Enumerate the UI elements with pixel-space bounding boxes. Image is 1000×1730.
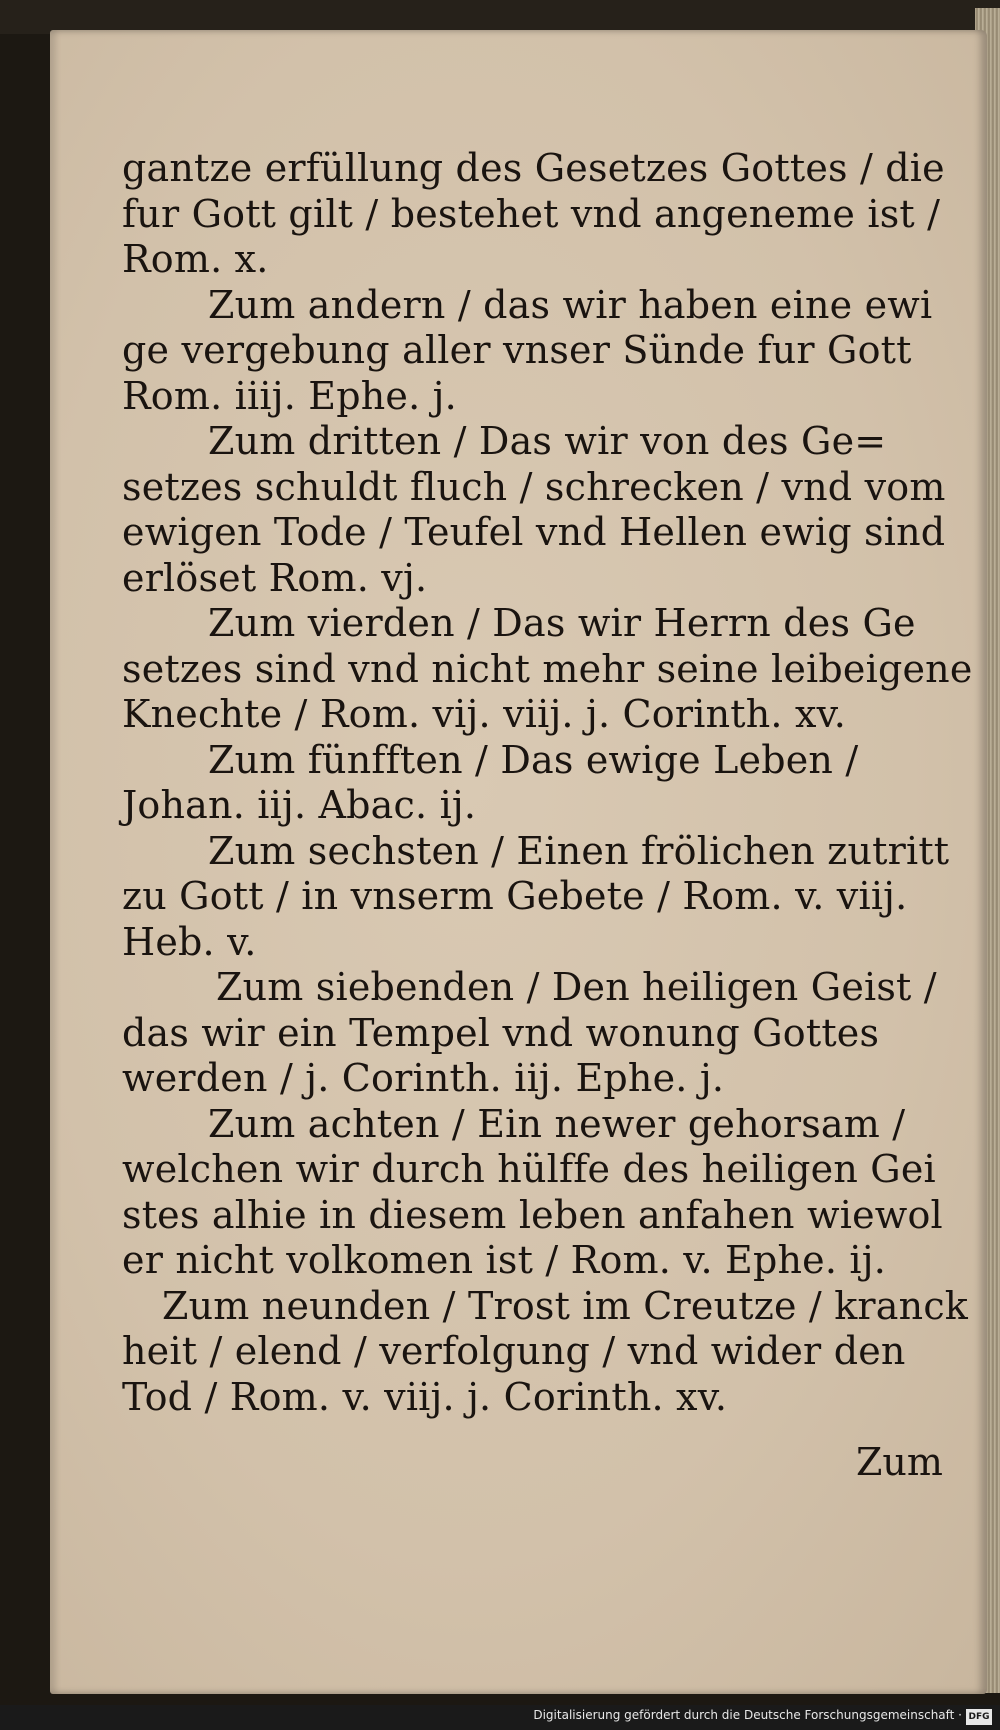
text-line: erlöset Rom. vj. [122,555,428,600]
text-line: heit / elend / verfolgung / vnd wider den [122,1329,906,1373]
catchword: Zum [856,1440,943,1484]
text-line: gantze erfüllung des Gesetzes Gottes / die [122,146,945,190]
digitization-footer [0,1705,1000,1730]
dfg-logo: DFG [966,1709,992,1725]
text-line: Zum siebenden / Den heiligen Geist / [216,965,937,1009]
text-line: Zum fünfften / Das ewige Leben / [208,737,859,782]
text-line: Heb. v. [122,919,257,964]
scan-background-top [0,0,1000,34]
text-line: Zum andern / das wir haben eine ewi [208,282,933,327]
text-line: das wir ein Tempel vnd wonung Gottes [122,1010,880,1055]
text-line: werden / j. Corinth. iij. Ephe. j. [122,1056,725,1100]
text-line: setzes schuldt fluch / schrecken / vnd vom [122,464,946,509]
text-line: Johan. iij. Abac. ij. [122,783,477,827]
text-line: Zum vierden / Das wir Herrn des Ge [208,601,916,645]
text-line: stes alhie in diesem leben anfahen wiewol [122,1192,943,1237]
text-line: ewigen Tode / Teufel vnd Hellen ewig sind [122,510,946,554]
funding-credit: Digitalisierung gefördert durch die Deutsche Forschungsgemeinschaft · [533,1708,962,1722]
text-line: setzes sind vnd nicht mehr seine leibeigene [122,646,973,691]
text-line: Zum achten / Ein newer gehorsam / [208,1101,906,1146]
text-line: Knechte / Rom. vij. viij. j. Corinth. xv. [122,692,847,736]
text-line: welchen wir durch hülffe des heiligen Gei [122,1147,936,1191]
text-line: zu Gott / in vnserm Gebete / Rom. v. viij. [122,874,908,918]
text-line: Rom. iiij. Ephe. j. [122,373,457,418]
text-line: Zum neunden / Trost im Creutze / kranck [162,1283,969,1328]
text-line: Zum sechsten / Einen frölichen zutritt [208,828,950,873]
text-line: ge vergebung aller vnser Sünde fur Gott [122,328,912,372]
text-line: Tod / Rom. v. viij. j. Corinth. xv. [122,1374,728,1419]
page-text [122,146,973,1420]
text-line: fur Gott gilt / bestehet vnd angeneme ist / [122,191,941,236]
text-line: Rom. x. [122,237,269,281]
text-line: er nicht volkomen ist / Rom. v. Ephe. ij. [122,1238,887,1282]
text-line: Zum dritten / Das wir von des Ge= [208,419,887,463]
